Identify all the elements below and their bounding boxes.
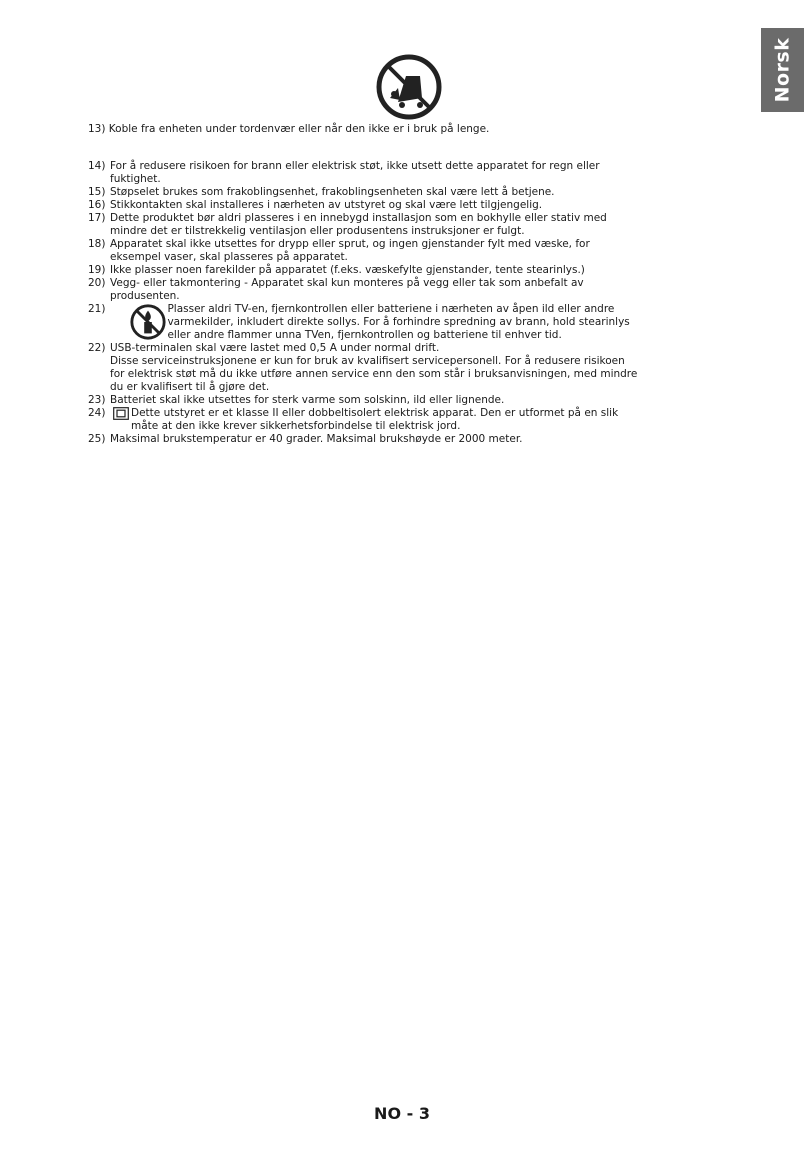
item-21 [88,303,728,342]
item-21-line: varmekilder, inkludert direkte sollys. For å forhindre spredning av brann, hold stearinlys [167,316,630,328]
item-21-number: 21) [88,303,106,315]
cart-tip-over-warning-icon [376,54,442,120]
item-number: 17) [88,212,106,224]
item-line: eksempel vaser, skal plasseres på apparatet. [110,251,348,263]
item-number: 19) [88,264,106,276]
item-21-line: Plasser aldri TV-en, fjernkontrollen eller batteriene i nærheten av åpen ild eller andre [167,303,615,315]
item-22-line: Disse serviceinstruksjonene er kun for bruk av kvalifisert servicepersonell. For å redusere risikoen [110,355,625,367]
item-24-line: måte at den ikke krever sikkerhetsforbindelse til elektrisk jord. [131,420,461,432]
list-item [88,199,728,212]
item-line: fuktighet. [110,173,161,185]
item-22-line: USB-terminalen skal være lastet med 0,5 A under normal drift. [110,342,440,354]
item-line: Ikke plasser noen farekilder på apparatet (f.eks. væskefylte gjenstander, tente stearinlys.) [110,264,585,276]
item-22-line: for elektrisk støt må du ikke utføre annen service enn den som står i bruksanvisningen, med mindre [110,368,638,380]
list-item [88,160,728,186]
item-22-line: du er kvalifisert til å gjøre det. [110,381,270,393]
item-number: 20) [88,277,106,289]
list-item [88,238,728,264]
safety-list [88,160,728,446]
item-line: Støpselet brukes som frakoblingsenhet, frakoblingsenheten skal være lett å betjene. [110,186,555,198]
item-line: Stikkontakten skal installeres i nærheten av utstyret og skal være lett tilgjengelig. [110,199,543,211]
item-number: 16) [88,199,106,211]
language-tab [761,28,804,112]
list-item [88,212,728,238]
item-21-line: eller andre flammer unna TVen, fjernkontrollen og batteriene til enhver tid. [167,329,562,341]
item-24 [88,407,728,433]
item-23 [88,394,728,407]
item-number: 18) [88,238,106,250]
item-line: produsenten. [110,290,180,302]
item-22 [88,342,728,394]
list-item [88,186,728,199]
list-item [88,277,728,303]
page-number: NO - 3 [374,1104,430,1123]
simple-items [88,160,728,303]
no-open-flame-icon [129,303,167,341]
item-13: 13) Koble fra enheten under tordenvær eller når den ikke er i bruk på lenge. [88,123,490,135]
item-23-line: Batteriet skal ikke utsettes for sterk varme som solskinn, ild eller lignende. [110,394,505,406]
item-number: 14) [88,160,106,172]
item-22-number: 22) [88,342,106,354]
item-25-number: 25) [88,433,106,445]
item-line: For å redusere risikoen for brann eller elektrisk støt, ikke utsett dette apparatet for regn eller [110,160,600,172]
list-item [88,264,728,277]
item-line: Vegg- eller takmontering - Apparatet skal kun monteres på vegg eller tak som anbefalt av [110,277,584,289]
item-line: Apparatet skal ikke utsettes for drypp eller sprut, og ingen gjenstander fylt med væske, for [110,238,590,250]
item-23-number: 23) [88,394,106,406]
item-25 [88,433,728,446]
item-24-number: 24) [88,407,106,419]
class-ii-double-insulation-icon [113,407,129,420]
item-25-line: Maksimal brukstemperatur er 40 grader. Maksimal brukshøyde er 2000 meter. [110,433,523,445]
item-line: mindre det er tilstrekkelig ventilasjon eller produsentens instruksjoner er fulgt. [110,225,525,237]
item-24-line: Dette utstyret er et klasse II eller dobbeltisolert elektrisk apparat. Den er utformet på en slik [131,407,619,419]
item-line: Dette produktet bør aldri plasseres i en innebygd installasjon som en bokhylle eller stativ med [110,212,607,224]
language-tab-label: Norsk [771,37,794,103]
item-number: 15) [88,186,106,198]
